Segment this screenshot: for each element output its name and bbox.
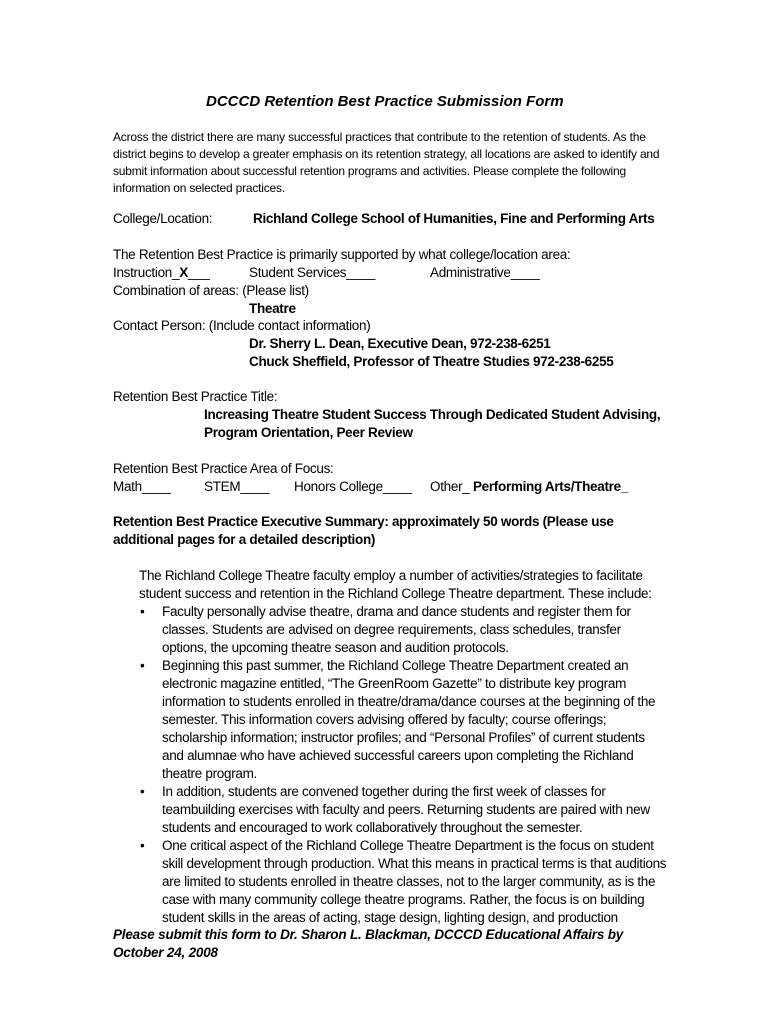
summary-bullet-text: One critical aspect of the Richland College Theatre Department is the focus on student skill development through production. What this means in practical terms is that auditions are limited to students enrolled in theatre classes, not to the larger community, as is the case with many community college theatre programs. Rather, the focus is on building student skills in the areas of acting, stage design, lighting design, and production: [162, 838, 667, 925]
summary-bullet: [139, 783, 669, 837]
summary-bullet: [139, 657, 669, 783]
practice-title-line-1: Increasing Theatre Student Success Through Dedicated Student Advising,: [204, 407, 661, 422]
contact-label: Contact Person: (Include contact information): [113, 318, 371, 333]
form-title: DCCCD Retention Best Practice Submission Form: [206, 93, 564, 110]
contact-person-2: Chuck Sheffield, Professor of Theatre Studies 972-238-6255: [249, 354, 614, 369]
summary-heading-line-1: Retention Best Practice Executive Summary: approximately 50 words (Please use: [113, 514, 614, 529]
college-value: Richland College School of Humanities, Fine and Performing Arts: [253, 211, 655, 226]
bullet-icon: •: [140, 784, 145, 799]
summary-bullet-text: Beginning this past summer, the Richland College Theatre Department created an electronic magazine entitled, “The GreenRoom Gazette” to distribute key program information to students enrolled in theatre/drama/dance courses at the beginning of the semester. This information covers advising offered by faculty; course offerings; scholarship information; instructor profiles; and “Personal Profiles” of current students and alumnae who have achieved successful careers upon completing the Richland theatre program.: [162, 658, 656, 781]
summary-bullet-text: In addition, students are convened together during the first week of classes for teambuilding exercises with faculty and peers. Returning students are paired with new students and encouraged to work collaboratively throughout the semester.: [162, 784, 650, 835]
summary-bullet-text: Faculty personally advise theatre, drama and dance students and register them for classes. Students are advised on degree requirements, class schedules, transfer options, the upcoming theatre season and audition protocols.: [162, 604, 631, 655]
focus-math: Math____: [113, 479, 171, 494]
focus-other-label: Other_: [430, 479, 470, 494]
summary-heading-line-2: additional pages for a detailed description): [113, 532, 376, 547]
instruction-prefix: Instruction_: [113, 265, 180, 280]
focus-other: [430, 479, 628, 494]
submission-footer: Please submit this form to Dr. Sharon L. Blackman, DCCCD Educational Affairs by October 24, 2008: [113, 927, 624, 960]
bullet-icon: •: [140, 658, 145, 673]
summary-bullet: [139, 603, 669, 657]
summary-body: [139, 567, 669, 927]
intro-paragraph: Across the district there are many successful practices that contribute to the retention of students. As the district begins to develop a greater emphasis on its retention strategy, all locations are asked to identify and submit information about successful retention programs and activities. Please complete the following information on selected practices.: [113, 130, 660, 195]
focus-other-value: Performing Arts/Theatre_: [472, 479, 629, 494]
summary-intro: The Richland College Theatre faculty employ a number of activities/strategies to facilitate student success and retention in the Richland College Theatre department. These include:: [139, 568, 652, 601]
focus-label: Retention Best Practice Area of Focus:: [113, 461, 334, 476]
focus-stem: STEM____: [204, 479, 270, 494]
bullet-icon: •: [140, 604, 145, 619]
practice-title-line-2: Program Orientation, Peer Review: [204, 425, 413, 440]
summary-bullet-list: [139, 603, 669, 927]
instruction-suffix: ___: [187, 265, 210, 280]
combination-value: Theatre: [249, 301, 296, 316]
administrative-option: Administrative____: [430, 265, 540, 280]
instruction-option: [113, 265, 210, 280]
summary-bullet: [139, 837, 669, 927]
bullet-icon: •: [140, 838, 145, 853]
instruction-mark: X: [179, 265, 188, 280]
student-services-option: Student Services____: [249, 265, 376, 280]
focus-honors: Honors College____: [294, 479, 412, 494]
practice-title-label: Retention Best Practice Title:: [113, 389, 278, 404]
combination-label: Combination of areas: (Please list): [113, 283, 309, 298]
college-label: College/Location:: [113, 211, 213, 226]
contact-person-1: Dr. Sherry L. Dean, Executive Dean, 972-238-6251: [249, 336, 551, 351]
area-question: The Retention Best Practice is primarily supported by what college/location area:: [113, 247, 571, 262]
